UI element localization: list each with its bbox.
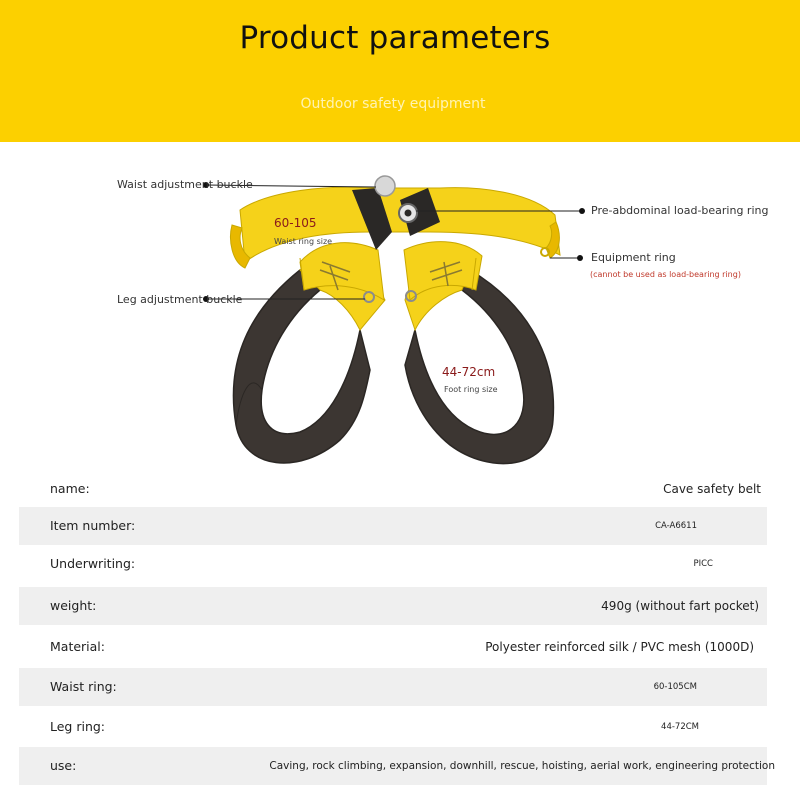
spec-value: Polyester reinforced silk / PVC mesh (1000D) bbox=[485, 640, 754, 654]
spec-label: Waist ring: bbox=[50, 679, 117, 694]
page-title: Product parameters bbox=[239, 20, 551, 56]
harness-image bbox=[0, 142, 800, 472]
ring-center-icon bbox=[405, 210, 412, 217]
spec-row-underwriting bbox=[19, 545, 767, 583]
callout-leg-buckle: Leg adjustment buckle bbox=[117, 293, 243, 306]
left-leg-loop bbox=[233, 266, 385, 463]
spec-label: name: bbox=[50, 481, 90, 496]
callout-equipment-ring: Equipment ring bbox=[591, 251, 676, 264]
callout-pre-abdominal-ring: Pre-abdominal load-bearing ring bbox=[591, 204, 769, 217]
header-banner bbox=[0, 0, 800, 142]
callout-waist-buckle: Waist adjustment buckle bbox=[117, 178, 253, 191]
spec-label: Underwriting: bbox=[50, 556, 136, 571]
waist-size-caption: Waist ring size bbox=[274, 237, 333, 246]
spec-row-material bbox=[19, 628, 767, 666]
spec-label: Leg ring: bbox=[50, 719, 106, 734]
callout-equipment-ring-note: (cannot be used as load-bearing ring) bbox=[590, 270, 741, 279]
foot-size-label: 44-72cm bbox=[442, 365, 496, 379]
spec-row-waist-ring bbox=[19, 668, 767, 706]
spec-row-use bbox=[19, 747, 775, 785]
spec-value: 490g (without fart pocket) bbox=[601, 599, 759, 613]
spec-value: Caving, rock climbing, expansion, downhill, rescue, hoisting, aerial work, engineering protection bbox=[269, 760, 775, 772]
spec-value: PICC bbox=[693, 559, 713, 569]
foot-size-caption: Foot ring size bbox=[444, 385, 498, 394]
spec-value: 60-105CM bbox=[653, 682, 697, 692]
pre-abdominal-dot bbox=[579, 208, 585, 214]
spec-label: Material: bbox=[50, 639, 105, 654]
harness-illustration bbox=[0, 142, 800, 472]
top-ring-icon bbox=[375, 176, 395, 196]
spec-label: Item number: bbox=[50, 518, 136, 533]
page-subtitle: Outdoor safety equipment bbox=[300, 96, 486, 112]
spec-row-weight bbox=[19, 587, 767, 625]
spec-row-leg-ring bbox=[19, 708, 767, 746]
spec-label: weight: bbox=[50, 598, 97, 613]
spec-label: use: bbox=[50, 758, 77, 773]
spec-row-name bbox=[19, 470, 767, 508]
waist-size-label: 60-105 bbox=[274, 216, 317, 230]
spec-row-item-number bbox=[19, 507, 767, 545]
spec-value: Cave safety belt bbox=[663, 482, 761, 496]
equipment-ring-dot bbox=[577, 255, 583, 261]
spec-value: 44-72CM bbox=[661, 722, 699, 732]
spec-value: CA-A6611 bbox=[655, 521, 697, 531]
